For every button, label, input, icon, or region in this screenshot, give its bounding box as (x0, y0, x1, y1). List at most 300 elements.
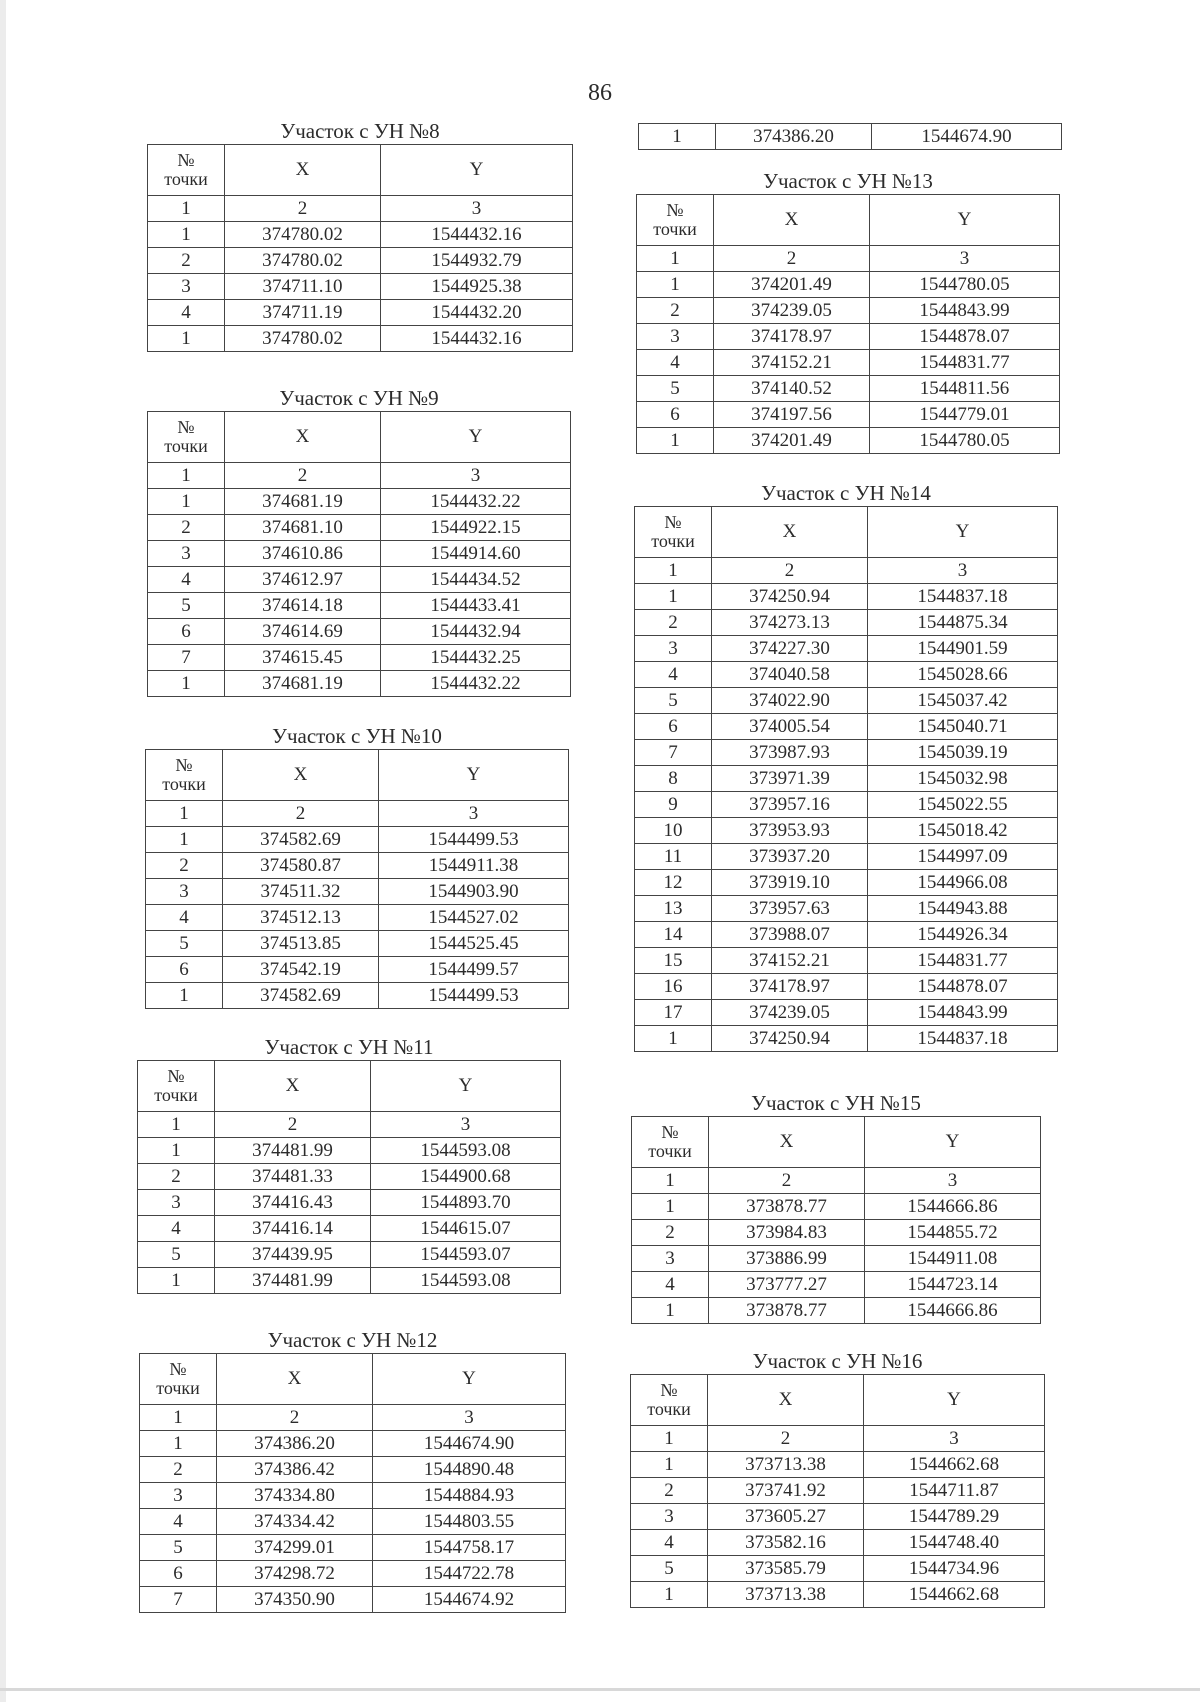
section-title: Участок с УН №8 (280, 119, 440, 143)
coordinates-table (147, 411, 571, 697)
point-cell: 1 (639, 124, 716, 150)
x-cell: 374681.19 (225, 489, 381, 515)
table-row (632, 1272, 1041, 1298)
section-right-3 (630, 1348, 1045, 1608)
y-cell: 1544432.22 (381, 671, 571, 697)
point-cell: 3 (631, 1504, 708, 1530)
y-cell: 1544722.78 (373, 1561, 566, 1587)
table-row (148, 489, 571, 515)
table-row (639, 124, 1062, 150)
table-row (140, 1483, 566, 1509)
x-cell: 374334.42 (217, 1509, 373, 1535)
point-cell: 1 (148, 326, 225, 352)
table-row (146, 827, 569, 853)
point-cell: 1 (635, 1026, 712, 1052)
table-row (148, 274, 573, 300)
column-number: 2 (217, 1405, 373, 1431)
y-cell: 1544593.07 (371, 1242, 561, 1268)
table-row (631, 1530, 1045, 1556)
point-cell: 3 (632, 1246, 709, 1272)
x-cell: 373937.20 (712, 844, 868, 870)
y-cell: 1544432.16 (381, 222, 573, 248)
header-row (632, 1117, 1041, 1168)
header-row (148, 145, 573, 196)
column-numbering-row (148, 463, 571, 489)
table-row (140, 1509, 566, 1535)
point-cell: 1 (631, 1452, 708, 1478)
table-row (148, 326, 573, 352)
point-cell: 2 (635, 610, 712, 636)
point-cell: 3 (146, 879, 223, 905)
y-cell: 1544433.41 (381, 593, 571, 619)
x-header: X (714, 195, 870, 246)
point-cell: 11 (635, 844, 712, 870)
column-number: 3 (373, 1405, 566, 1431)
x-cell: 374239.05 (714, 298, 870, 324)
x-cell: 374681.10 (225, 515, 381, 541)
column-number: 3 (371, 1112, 561, 1138)
column-number: 2 (225, 463, 381, 489)
x-cell: 373741.92 (708, 1478, 864, 1504)
point-cell: 2 (637, 298, 714, 324)
table-row (632, 1194, 1041, 1220)
table-row (635, 818, 1058, 844)
column-number: 1 (632, 1168, 709, 1194)
y-cell: 1544878.07 (868, 974, 1058, 1000)
x-cell: 374780.02 (225, 326, 381, 352)
table-row (148, 619, 571, 645)
point-number-header (635, 507, 712, 558)
x-header: X (709, 1117, 865, 1168)
point-cell: 5 (635, 688, 712, 714)
x-cell: 374780.02 (225, 248, 381, 274)
x-cell: 374615.45 (225, 645, 381, 671)
header-no-sign: № (664, 512, 682, 532)
y-cell: 1544662.68 (864, 1452, 1045, 1478)
point-cell: 2 (148, 515, 225, 541)
x-cell: 374542.19 (223, 957, 379, 983)
y-cell: 1544779.01 (870, 402, 1060, 428)
section-left-3 (137, 1034, 561, 1294)
table-row (635, 610, 1058, 636)
y-cell: 1544499.57 (379, 957, 569, 983)
x-cell: 374512.13 (223, 905, 379, 931)
y-cell: 1545028.66 (868, 662, 1058, 688)
point-cell: 4 (637, 350, 714, 376)
header-point-word: точки (653, 219, 697, 239)
y-header: Y (870, 195, 1060, 246)
header-point-word: точки (647, 1399, 691, 1419)
section-left-2 (145, 723, 569, 1009)
point-cell: 12 (635, 870, 712, 896)
point-cell: 1 (632, 1298, 709, 1324)
y-cell: 1544903.90 (379, 879, 569, 905)
x-cell: 373777.27 (709, 1272, 865, 1298)
point-cell: 5 (140, 1535, 217, 1561)
point-cell: 6 (148, 619, 225, 645)
column-number: 1 (138, 1112, 215, 1138)
point-cell: 9 (635, 792, 712, 818)
y-cell: 1544855.72 (865, 1220, 1041, 1246)
table-row (637, 324, 1060, 350)
table-row (146, 879, 569, 905)
table-row (140, 1431, 566, 1457)
table-row (637, 350, 1060, 376)
point-cell: 1 (632, 1194, 709, 1220)
header-row (140, 1354, 566, 1405)
point-cell: 1 (138, 1138, 215, 1164)
x-cell: 374201.49 (714, 428, 870, 454)
point-cell: 1 (146, 983, 223, 1009)
table-row (635, 792, 1058, 818)
table-row (146, 853, 569, 879)
coordinates-table (630, 1374, 1045, 1608)
x-cell: 374711.19 (225, 300, 381, 326)
table-row (632, 1298, 1041, 1324)
column-number: 3 (381, 463, 571, 489)
point-cell: 6 (140, 1561, 217, 1587)
y-cell: 1544837.18 (868, 584, 1058, 610)
point-cell: 5 (631, 1556, 708, 1582)
table-row (635, 922, 1058, 948)
y-header: Y (381, 145, 573, 196)
point-cell: 1 (635, 584, 712, 610)
point-cell: 5 (148, 593, 225, 619)
point-cell: 2 (138, 1164, 215, 1190)
table-row (140, 1457, 566, 1483)
y-cell: 1544666.86 (865, 1194, 1041, 1220)
column-number: 3 (379, 801, 569, 827)
table-row (146, 957, 569, 983)
table-row (635, 1026, 1058, 1052)
point-cell: 8 (635, 766, 712, 792)
y-header: Y (371, 1061, 561, 1112)
header-point-word: точки (164, 169, 208, 189)
header-point-word: точки (164, 436, 208, 456)
table-row (631, 1504, 1045, 1530)
point-cell: 1 (146, 827, 223, 853)
y-cell: 1544434.52 (381, 567, 571, 593)
point-cell: 7 (635, 740, 712, 766)
y-header: Y (379, 750, 569, 801)
section-title: Участок с УН №10 (272, 724, 442, 748)
point-number-header (637, 195, 714, 246)
y-cell: 1544780.05 (870, 428, 1060, 454)
y-cell: 1544432.22 (381, 489, 571, 515)
x-cell: 374040.58 (712, 662, 868, 688)
x-cell: 374416.43 (215, 1190, 371, 1216)
x-cell: 373605.27 (708, 1504, 864, 1530)
header-no-sign: № (666, 200, 684, 220)
column-number: 2 (708, 1426, 864, 1452)
x-cell: 374022.90 (712, 688, 868, 714)
page-number: 86 (588, 80, 612, 106)
point-cell: 2 (146, 853, 223, 879)
column-number: 1 (146, 801, 223, 827)
column-numbering-row (140, 1405, 566, 1431)
x-cell: 373971.39 (712, 766, 868, 792)
y-cell: 1545040.71 (868, 714, 1058, 740)
y-cell: 1544527.02 (379, 905, 569, 931)
y-cell: 1544723.14 (865, 1272, 1041, 1298)
header-no-sign: № (660, 1380, 678, 1400)
y-cell: 1545039.19 (868, 740, 1058, 766)
y-cell: 1544789.29 (864, 1504, 1045, 1530)
column-number: 3 (864, 1426, 1045, 1452)
y-cell: 1544432.25 (381, 645, 571, 671)
x-header: X (225, 412, 381, 463)
x-cell: 373582.16 (708, 1530, 864, 1556)
y-header: Y (373, 1354, 566, 1405)
x-cell: 374580.87 (223, 853, 379, 879)
y-cell: 1544932.79 (381, 248, 573, 274)
y-cell: 1544911.38 (379, 853, 569, 879)
y-cell: 1544593.08 (371, 1268, 561, 1294)
x-cell: 374481.99 (215, 1138, 371, 1164)
point-cell: 5 (637, 376, 714, 402)
y-cell: 1545022.55 (868, 792, 1058, 818)
point-number-header (140, 1354, 217, 1405)
point-cell: 1 (140, 1431, 217, 1457)
x-header: X (215, 1061, 371, 1112)
section-title: Участок с УН №11 (264, 1035, 434, 1059)
column-numbering-row (637, 246, 1060, 272)
point-number-header (631, 1375, 708, 1426)
y-cell: 1544499.53 (379, 827, 569, 853)
x-cell: 374386.20 (217, 1431, 373, 1457)
section-left-1 (147, 385, 571, 697)
y-cell: 1544432.16 (381, 326, 573, 352)
point-cell: 16 (635, 974, 712, 1000)
table-row (631, 1478, 1045, 1504)
table-row (148, 593, 571, 619)
header-no-sign: № (169, 1359, 187, 1379)
column-numbering-row (138, 1112, 561, 1138)
x-cell: 373957.16 (712, 792, 868, 818)
y-cell: 1544831.77 (870, 350, 1060, 376)
x-cell: 374386.20 (716, 124, 872, 150)
x-cell: 373988.07 (712, 922, 868, 948)
column-number: 2 (709, 1168, 865, 1194)
header-row (637, 195, 1060, 246)
header-point-word: точки (156, 1378, 200, 1398)
table-row (148, 541, 571, 567)
point-cell: 2 (632, 1220, 709, 1246)
table-row (148, 671, 571, 697)
x-cell: 374239.05 (712, 1000, 868, 1026)
header-row (148, 412, 571, 463)
x-cell: 373878.77 (709, 1298, 865, 1324)
y-cell: 1544674.92 (373, 1587, 566, 1613)
point-cell: 15 (635, 948, 712, 974)
table-row (635, 896, 1058, 922)
column-number: 1 (637, 246, 714, 272)
point-cell: 4 (148, 300, 225, 326)
x-cell: 374334.80 (217, 1483, 373, 1509)
point-cell: 1 (138, 1268, 215, 1294)
column-number: 2 (215, 1112, 371, 1138)
x-cell: 374681.19 (225, 671, 381, 697)
x-cell: 374298.72 (217, 1561, 373, 1587)
x-header: X (712, 507, 868, 558)
point-cell: 5 (146, 931, 223, 957)
column-number: 1 (140, 1405, 217, 1431)
x-cell: 374582.69 (223, 983, 379, 1009)
table-row (140, 1587, 566, 1613)
x-header: X (223, 750, 379, 801)
column-numbering-row (631, 1426, 1045, 1452)
y-cell: 1544499.53 (379, 983, 569, 1009)
point-cell: 1 (148, 671, 225, 697)
point-number-header (138, 1061, 215, 1112)
y-cell: 1544911.08 (865, 1246, 1041, 1272)
y-cell: 1544925.38 (381, 274, 573, 300)
y-cell: 1544780.05 (870, 272, 1060, 298)
y-cell: 1544837.18 (868, 1026, 1058, 1052)
x-cell: 373987.93 (712, 740, 868, 766)
table-row (146, 905, 569, 931)
x-header: X (708, 1375, 864, 1426)
y-cell: 1544758.17 (373, 1535, 566, 1561)
x-cell: 374610.86 (225, 541, 381, 567)
x-cell: 374780.02 (225, 222, 381, 248)
y-cell: 1544843.99 (868, 1000, 1058, 1026)
point-cell: 3 (138, 1190, 215, 1216)
y-cell: 1545018.42 (868, 818, 1058, 844)
point-cell: 3 (637, 324, 714, 350)
x-cell: 374511.32 (223, 879, 379, 905)
coordinates-table (145, 749, 569, 1009)
coordinates-table (638, 123, 1062, 150)
header-no-sign: № (175, 755, 193, 775)
x-cell: 373886.99 (709, 1246, 865, 1272)
y-cell: 1544525.45 (379, 931, 569, 957)
column-number: 2 (714, 246, 870, 272)
y-cell: 1544662.68 (864, 1582, 1045, 1608)
table-row (635, 740, 1058, 766)
column-numbering-row (148, 196, 573, 222)
section-right-1 (634, 480, 1058, 1052)
x-cell: 374350.90 (217, 1587, 373, 1613)
table-row (635, 766, 1058, 792)
table-row (632, 1220, 1041, 1246)
x-cell: 374299.01 (217, 1535, 373, 1561)
table-row (635, 688, 1058, 714)
x-cell: 374227.30 (712, 636, 868, 662)
header-point-word: точки (651, 531, 695, 551)
point-number-header (148, 145, 225, 196)
y-cell: 1544943.88 (868, 896, 1058, 922)
y-cell: 1544926.34 (868, 922, 1058, 948)
y-cell: 1544875.34 (868, 610, 1058, 636)
x-cell: 374481.33 (215, 1164, 371, 1190)
table-row (635, 844, 1058, 870)
point-cell: 4 (148, 567, 225, 593)
x-cell: 374416.14 (215, 1216, 371, 1242)
x-cell: 374273.13 (712, 610, 868, 636)
column-numbering-row (635, 558, 1058, 584)
y-header: Y (381, 412, 571, 463)
y-header: Y (865, 1117, 1041, 1168)
header-point-word: точки (154, 1085, 198, 1105)
coordinates-table (139, 1353, 566, 1613)
table-row (635, 584, 1058, 610)
y-cell: 1544674.90 (373, 1431, 566, 1457)
column-number: 1 (635, 558, 712, 584)
x-cell: 373713.38 (708, 1452, 864, 1478)
x-cell: 374178.97 (712, 974, 868, 1000)
point-cell: 1 (637, 272, 714, 298)
point-cell: 1 (148, 222, 225, 248)
header-row (631, 1375, 1045, 1426)
coordinates-table (147, 144, 573, 352)
point-cell: 2 (148, 248, 225, 274)
table-row (637, 428, 1060, 454)
y-cell: 1544748.40 (864, 1530, 1045, 1556)
point-cell: 1 (637, 428, 714, 454)
header-row (138, 1061, 561, 1112)
column-number: 3 (868, 558, 1058, 584)
point-cell: 13 (635, 896, 712, 922)
table-row (631, 1556, 1045, 1582)
point-number-header (146, 750, 223, 801)
point-cell: 4 (631, 1530, 708, 1556)
y-cell: 1544878.07 (870, 324, 1060, 350)
point-cell: 1 (148, 489, 225, 515)
x-cell: 374614.69 (225, 619, 381, 645)
x-cell: 374439.95 (215, 1242, 371, 1268)
point-cell: 4 (140, 1509, 217, 1535)
header-no-sign: № (177, 150, 195, 170)
column-number: 3 (865, 1168, 1041, 1194)
column-number: 1 (631, 1426, 708, 1452)
table-row (637, 272, 1060, 298)
column-number: 2 (712, 558, 868, 584)
scan-bottom-line (0, 1688, 1200, 1691)
section-left-0 (147, 118, 573, 352)
coordinates-table (137, 1060, 561, 1294)
point-cell: 10 (635, 818, 712, 844)
x-cell: 373713.38 (708, 1582, 864, 1608)
x-cell: 373953.93 (712, 818, 868, 844)
header-no-sign: № (177, 417, 195, 437)
column-number: 3 (870, 246, 1060, 272)
y-cell: 1544674.90 (872, 124, 1062, 150)
point-cell: 2 (140, 1457, 217, 1483)
header-no-sign: № (661, 1122, 679, 1142)
section-title: Участок с УН №15 (751, 1091, 921, 1115)
y-cell: 1544997.09 (868, 844, 1058, 870)
x-cell: 374152.21 (712, 948, 868, 974)
section-title: Участок с УН №13 (763, 169, 933, 193)
table-row (140, 1561, 566, 1587)
y-cell: 1544843.99 (870, 298, 1060, 324)
x-cell: 374481.99 (215, 1268, 371, 1294)
section-title: Участок с УН №14 (761, 481, 931, 505)
point-cell: 6 (637, 402, 714, 428)
table-row (631, 1582, 1045, 1608)
section-right-2 (631, 1090, 1041, 1324)
y-cell: 1545037.42 (868, 688, 1058, 714)
point-cell: 7 (140, 1587, 217, 1613)
table-row (138, 1138, 561, 1164)
table-row (637, 402, 1060, 428)
column-numbering-row (632, 1168, 1041, 1194)
column-number: 3 (381, 196, 573, 222)
header-row (635, 507, 1058, 558)
point-cell: 4 (635, 662, 712, 688)
x-cell: 374711.10 (225, 274, 381, 300)
